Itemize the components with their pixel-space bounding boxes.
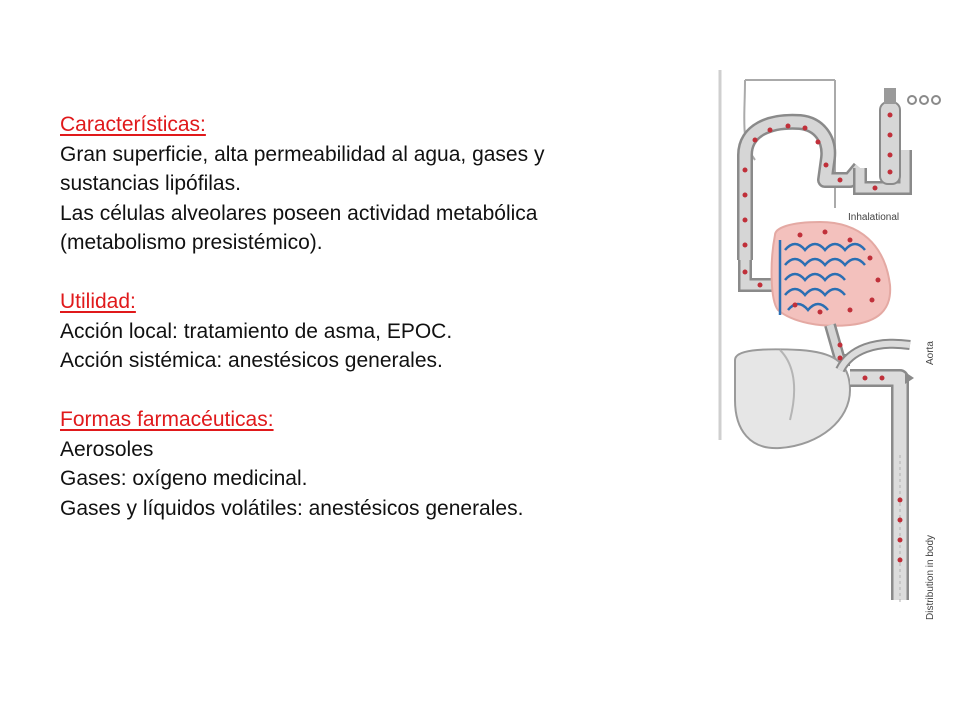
text-line: sustancias lipófilas. [60,172,241,195]
aorta-tube [850,378,900,600]
slide-text [60,110,660,523]
spacer [60,258,660,288]
inhalation-diagram [700,60,960,640]
text-line: Gases y líquidos volátiles: anestésicos generales. [60,496,524,520]
text-line: Acción local: tratamiento de asma, EPOC. [60,319,453,343]
section-heading-utilidad: Utilidad: [60,290,136,313]
aorta-label: Aorta [925,341,936,365]
spacer [60,376,660,406]
section-heading-caracteristicas: Características: [60,113,206,136]
text-line: Gases: oxígeno medicinal. [60,467,308,490]
heart [735,349,850,448]
inhalational-label: Inhalational [848,212,900,223]
arrow-icon [905,372,914,384]
text-line: Las células alveolares poseen actividad metabólica [60,201,538,225]
text-line: Aerosoles [60,437,154,461]
section-heading-formas-farmaceuticas: Formas farmacéuticas: [60,408,274,431]
distribution-label: Distribution in body [925,534,936,620]
text-line: Gran superficie, alta permeabilidad al agua, gases y [60,142,545,166]
text-line: Acción sistémica: anestésicos generales. [60,349,443,372]
text-line: (metabolismo presistémico). [60,231,323,254]
